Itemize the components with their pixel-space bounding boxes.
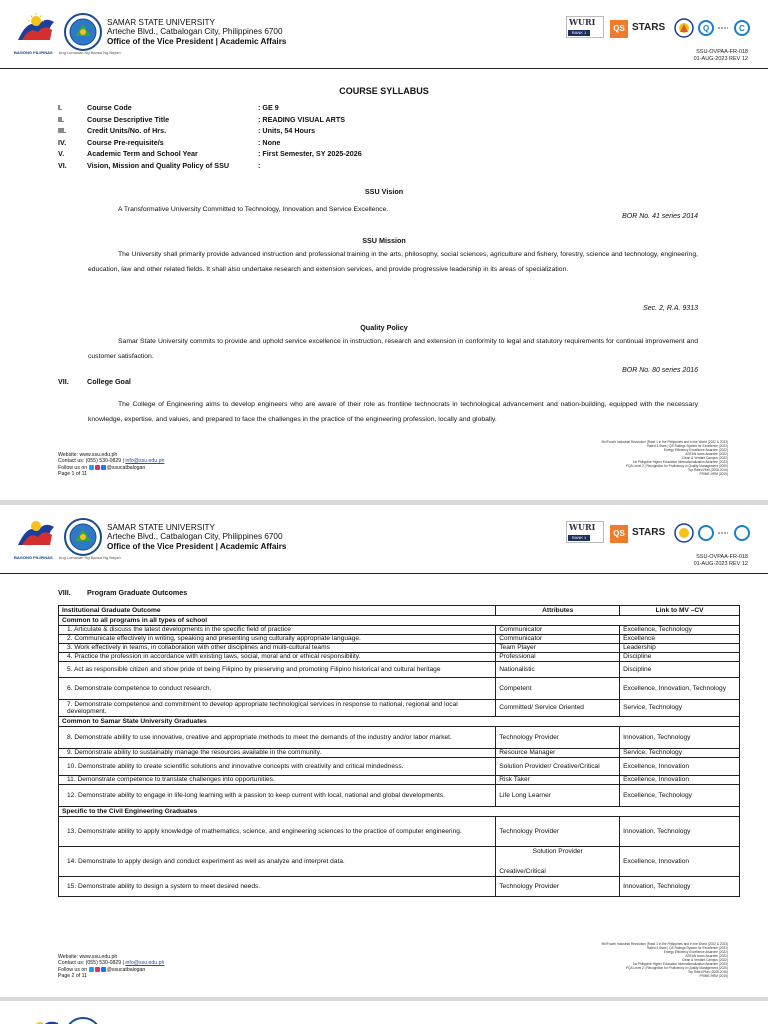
instagram-icon[interactable] — [95, 465, 100, 470]
table-row — [59, 700, 740, 717]
table-row — [59, 662, 740, 678]
outcome-cell: 7. Demonstrate competence and commitment to develop appropriate technological services in response to national, regional and local development. — [59, 700, 496, 717]
column-header: Institutional Graduate Outcome — [59, 606, 496, 616]
university-seal-icon — [64, 518, 102, 556]
attribute-cell: Competent — [496, 678, 620, 700]
mission-text: The University shall primarily provide advanced instruction and professional training in the arts, philosophy, social sciences, agriculture and fishery, forestry, science and technology, engineering, education, law and other related fields. It shall also undertake research and extension services, and provide progressive leadership in its areas of specialization. — [88, 251, 698, 273]
award-line: 9th/Fourth Industrial Revolution (Rank 1 in the Philippines and in the World (2022 & 2023) — [601, 440, 728, 444]
bagong-pilipinas-logo-icon — [18, 1017, 62, 1024]
outcome-cell: 2. Communicate effectively in writing, speaking and presenting using culturally appropriate language. — [59, 635, 496, 644]
course-info-label: Vision, Mission and Quality Policy of SSU — [87, 160, 230, 170]
twitter-icon[interactable] — [89, 465, 94, 470]
link-cell: Excellence, Innovation, Technology — [620, 678, 740, 700]
link-cell: Innovation, Technology — [620, 817, 740, 847]
syllabus-page-3 — [0, 1001, 768, 1024]
outcome-cell: 13. Demonstrate ability to apply knowledge of mathematics, science, and engineering sciences to the practice of computer engineering. — [59, 817, 496, 847]
qs-badge: QS — [610, 525, 628, 543]
course-info-num: II. — [58, 114, 64, 124]
outcome-cell: 4. Practice the profession in accordance with existing laws, social, moral and or ethical responsibility. — [59, 653, 496, 662]
quality-policy-heading: Quality Policy — [360, 323, 408, 332]
footer-social: Follow us on @ssucatbalogan — [58, 966, 146, 973]
award-line: Top Rated Plan (2008-2016) — [687, 970, 728, 974]
iso-certification-icon — [698, 524, 756, 542]
bagong-pilipinas-tagline: BAGONG PILIPINAS Ang Lumasan Ng Bansa Ng Bayan — [14, 555, 121, 560]
course-info — [58, 103, 658, 173]
link-cell: Innovation, Technology — [620, 877, 740, 897]
page-footer — [58, 954, 164, 979]
university-name: SAMAR STATE UNIVERSITY — [107, 523, 215, 532]
qs-stars-label: STARS — [632, 22, 666, 33]
footer-email-link[interactable]: info@ssu.edu.ph — [125, 458, 165, 465]
course-info-value: : First Semester, SY 2025-2026 — [258, 149, 362, 159]
attribute-cell: Communicator — [496, 626, 620, 635]
graduate-outcomes-heading: VIII. Program Graduate Outcomes — [58, 588, 188, 597]
link-cell: Excellence, Technology — [620, 785, 740, 807]
course-info-row — [58, 161, 658, 173]
page-header — [0, 0, 768, 72]
course-info-value: : None — [258, 137, 281, 147]
table-row — [59, 785, 740, 807]
twitter-icon[interactable] — [89, 967, 94, 972]
outcome-cell: 15. Demonstrate ability to design a system to meet desired needs. — [59, 877, 496, 897]
course-info-num: IV. — [58, 137, 67, 147]
table-row — [59, 727, 740, 749]
award-line: Clean & Verdant Campus (2022) — [681, 958, 728, 962]
course-info-row — [58, 103, 658, 115]
link-cell: Excellence, Innovation — [620, 758, 740, 776]
outcome-cell: 9. Demonstrate ability to sustainably manage the resources available in the community. — [59, 749, 496, 758]
outcome-cell: 6. Demonstrate competence to conduct research. — [59, 678, 496, 700]
facebook-icon[interactable] — [101, 967, 106, 972]
course-info-label: Course Code — [87, 103, 132, 112]
award-line: PRIME-HRM (2019) — [699, 974, 728, 978]
table-row — [59, 817, 740, 847]
attribute-cell: Technology Provider — [496, 727, 620, 749]
link-cell: Leadership — [620, 644, 740, 653]
iso-certification-icon — [698, 19, 756, 37]
column-header: Link to MV –CV — [620, 606, 740, 616]
footer-social: Follow us on @ssucatbalogan — [58, 464, 146, 471]
award-line: Energy Efficiency Excellence Awardee (2022) — [663, 950, 728, 954]
award-line: Energy Efficiency Excellence Awardee (2022) — [663, 448, 728, 452]
wuri-badge: WURI RANK 1 — [566, 521, 604, 543]
link-cell: Service, Technology — [620, 749, 740, 758]
document-code: SSU-OVPAA-FR-018 01-AUG-2023 REV 12 — [693, 554, 748, 567]
table-header-row — [59, 606, 740, 616]
attribute-cell: Professional — [496, 653, 620, 662]
attribute-cell: Life Long Learner — [496, 785, 620, 807]
attribute-cell: Team Player — [496, 644, 620, 653]
vision-text: A Transformative University Committed to Technology, Innovation and Service Excellence. — [118, 206, 389, 213]
qs-badge: QS — [610, 20, 628, 38]
wuri-badge: WURI RANK 1 — [566, 16, 604, 38]
group-title: Common to Samar State University Graduates — [59, 717, 740, 727]
table-row — [59, 626, 740, 635]
course-info-row — [58, 115, 658, 127]
course-info-row — [58, 138, 658, 150]
header-divider — [0, 573, 768, 574]
link-cell: Service, Technology — [620, 700, 740, 717]
course-info-num: I. — [58, 103, 62, 112]
attribute-line: Solution Provider — [532, 847, 583, 855]
outcome-cell: 11. Demonstrate competence to translate challenges into opportunities. — [59, 776, 496, 785]
course-info-num: VI. — [58, 160, 67, 170]
outcome-cell: 12. Demonstrate ability to engage in life-long learning with a passion to keep current with local, national and global developments. — [59, 785, 496, 807]
vision-citation: BOR No. 41 series 2014 — [622, 213, 698, 220]
course-info-value: : GE 9 — [258, 103, 279, 112]
page-footer — [58, 452, 164, 477]
course-info-label: Credit Units/No. of Hrs. — [87, 126, 167, 136]
outcome-cell: 1. Articulate & discuss the latest developments in the specific field of practice — [59, 626, 496, 635]
table-row — [59, 749, 740, 758]
page-number: Page 2 of 11 — [58, 972, 88, 979]
footer-website: Website: www.ssu.edu.ph — [58, 954, 118, 960]
attribute-cell: Nationalistic — [496, 662, 620, 678]
outcome-cell: 3. Work effectively in teams, in collaboration with other disciplines and multi-cultural teams — [59, 644, 496, 653]
course-info-num: III. — [58, 126, 66, 136]
award-line: ASEAN Icons Awardee (2022) — [685, 954, 728, 958]
attribute-cell: Communicator — [496, 635, 620, 644]
table-row — [59, 847, 740, 877]
office-name: Office of the Vice President | Academic Affairs — [107, 36, 287, 46]
attribute-cell: Technology Provider — [496, 877, 620, 897]
bagong-pilipinas-logo-icon — [14, 517, 58, 553]
course-info-value: : READING VISUAL ARTS — [258, 114, 346, 124]
page-header — [0, 505, 768, 577]
link-cell: Innovation, Technology — [620, 727, 740, 749]
accreditation-badges — [566, 521, 756, 545]
attribute-cell: Resource Manager — [496, 749, 620, 758]
table-group-row — [59, 616, 740, 626]
syllabus-title: COURSE SYLLABUS — [339, 86, 429, 96]
graduate-outcomes-table — [58, 605, 740, 897]
document-code: SSU-OVPAA-FR-018 01-AUG-2023 REV 12 — [693, 49, 748, 62]
course-info-row — [58, 149, 658, 161]
bagong-pilipinas-logo-icon — [14, 12, 58, 48]
outcome-cell: 10. Demonstrate ability to create scientific solutions and innovative concepts with creativity and critical mindedness. — [59, 758, 496, 776]
attribute-cell — [496, 847, 620, 877]
award-line: Top Rated Plan (2008-2016) — [687, 468, 728, 472]
office-name: Office of the Vice President | Academic Affairs — [107, 541, 287, 551]
svg-text:Q: Q — [703, 24, 710, 33]
table-group-row — [59, 807, 740, 817]
instagram-icon[interactable] — [95, 967, 100, 972]
group-title: Specific to the Civil Engineering Graduates — [59, 807, 740, 817]
course-info-label: Course Descriptive Title — [87, 114, 170, 124]
university-seal-icon — [64, 13, 102, 51]
facebook-icon[interactable] — [101, 465, 106, 470]
college-goal-heading: VII. College Goal — [58, 377, 131, 386]
university-info — [107, 18, 286, 46]
university-address: Arteche Blvd., Catbalogan City, Philippines 6700 — [107, 532, 283, 542]
header-divider — [0, 68, 768, 69]
footer-awards — [602, 942, 728, 978]
link-cell: Discipline — [620, 653, 740, 662]
award-line: ASEAN Icons Awardee (2022) — [685, 452, 728, 456]
mission-heading: SSU Mission — [362, 236, 406, 245]
mission-citation: Sec. 2, R.A. 9313 — [643, 305, 698, 312]
university-info — [107, 523, 286, 551]
course-info-num: V. — [58, 149, 65, 159]
syllabus-page-2 — [0, 505, 768, 997]
footer-website: Website: www.ssu.edu.ph — [58, 452, 118, 458]
university-name: SAMAR STATE UNIVERSITY — [107, 18, 215, 27]
course-info-row — [58, 126, 658, 138]
qs-stars-label: STARS — [632, 527, 666, 538]
table-row — [59, 678, 740, 700]
bagong-pilipinas-tagline: BAGONG PILIPINAS Ang Lumasan Ng Bansa Ng Bayan — [14, 50, 121, 55]
course-info-label: Academic Term and School Year — [87, 149, 198, 159]
table-group-row — [59, 717, 740, 727]
award-line: Clean & Verdant Campus (2022) — [681, 456, 728, 460]
svg-text:C: C — [739, 24, 745, 33]
outcome-cell: 5. Act as responsible citizen and show pride of being Filipino by preserving and promoting Filipino historical and cultural heritage — [59, 662, 496, 678]
link-cell: Excellence, Innovation — [620, 776, 740, 785]
table-row — [59, 758, 740, 776]
outcome-cell: 14. Demonstrate to apply design and conduct experiment as well as analyze and interpret data. — [59, 847, 496, 877]
quality-policy-citation: BOR No. 80 series 2016 — [622, 367, 698, 374]
award-line: PQA Level 2 | Recognition for Proficiency in Quality Management (2020) — [626, 464, 728, 468]
link-cell: Excellence, Technology — [620, 626, 740, 635]
accreditation-badges — [566, 16, 756, 40]
footer-email-link[interactable]: info@ssu.edu.ph — [125, 960, 165, 967]
page-number: Page 1 of 11 — [58, 470, 88, 477]
attribute-cell: Solution Provider/ Creative/Critical — [496, 758, 620, 776]
attribute-cell: Committed/ Service Oriented — [496, 700, 620, 717]
course-info-label: Course Pre-requisite/s — [87, 137, 164, 147]
footer-awards — [602, 440, 728, 476]
award-line: Rated 3 Stars | QS Ratings System for Excellence (2022) — [647, 444, 728, 448]
quality-policy-text: Samar State University commits to provide and uphold service excellence in instruction, research and extension in conformity to legal and statutory requirements for continual improvement and customer satisfaction. — [88, 338, 698, 360]
table-row — [59, 877, 740, 897]
college-goal-text: The College of Engineering aims to develop engineers who are aware of their role as frontline technocrats in technological advancement and nation-building, equipped with the necessary knowledge, expertise, and values, and prepared to face the challenges in the practice of the engineering profession, locally and globally. — [88, 401, 698, 423]
column-header: Attributes — [496, 606, 620, 616]
table-row — [59, 776, 740, 785]
footer-contact: Contact us: (055) 530-0829 | info@ssu.edu.ph — [58, 960, 165, 967]
table-row — [59, 635, 740, 644]
award-seal-icon — [674, 523, 694, 543]
table-row — [59, 653, 740, 662]
course-info-value: : Units, 54 Hours — [258, 126, 316, 136]
link-cell: Discipline — [620, 662, 740, 678]
link-cell: Excellence — [620, 635, 740, 644]
award-line: PQA Level 2 | Recognition for Proficiency in Quality Management (2020) — [626, 966, 728, 970]
award-seal-icon — [674, 18, 694, 38]
award-line: 9th/Fourth Industrial Revolution (Rank 1 in the Philippines and in the World (2022 & 2023) — [601, 942, 728, 946]
award-line: 1st Philippine Higher Education Internationalization Awardee (2023) — [632, 460, 728, 464]
outcome-cell: 8. Demonstrate ability to use innovative, creative and appropriate methods to meet the demands of the industry and/or labor market. — [59, 727, 496, 749]
award-line: Rated 3 Stars | QS Ratings System for Excellence (2022) — [647, 946, 728, 950]
university-seal-icon — [64, 1017, 102, 1024]
award-line: 1st Philippine Higher Education Internationalization Awardee (2023) — [632, 962, 728, 966]
link-cell: Excellence, Innovation — [620, 847, 740, 877]
attribute-line: Creative/Critical — [499, 868, 546, 875]
award-line: PRIME-HRM (2019) — [699, 472, 728, 476]
group-title: Common to all programs in all types of school — [59, 616, 740, 626]
footer-contact: Contact us: (055) 530-0829 | info@ssu.edu.ph — [58, 458, 165, 465]
syllabus-page-1 — [0, 0, 768, 500]
table-row — [59, 644, 740, 653]
attribute-cell: Risk Taker — [496, 776, 620, 785]
course-info-value: : — [258, 160, 261, 170]
attribute-cell: Technology Provider — [496, 817, 620, 847]
vision-heading: SSU Vision — [364, 187, 404, 196]
university-address: Arteche Blvd., Catbalogan City, Philippines 6700 — [107, 27, 283, 37]
